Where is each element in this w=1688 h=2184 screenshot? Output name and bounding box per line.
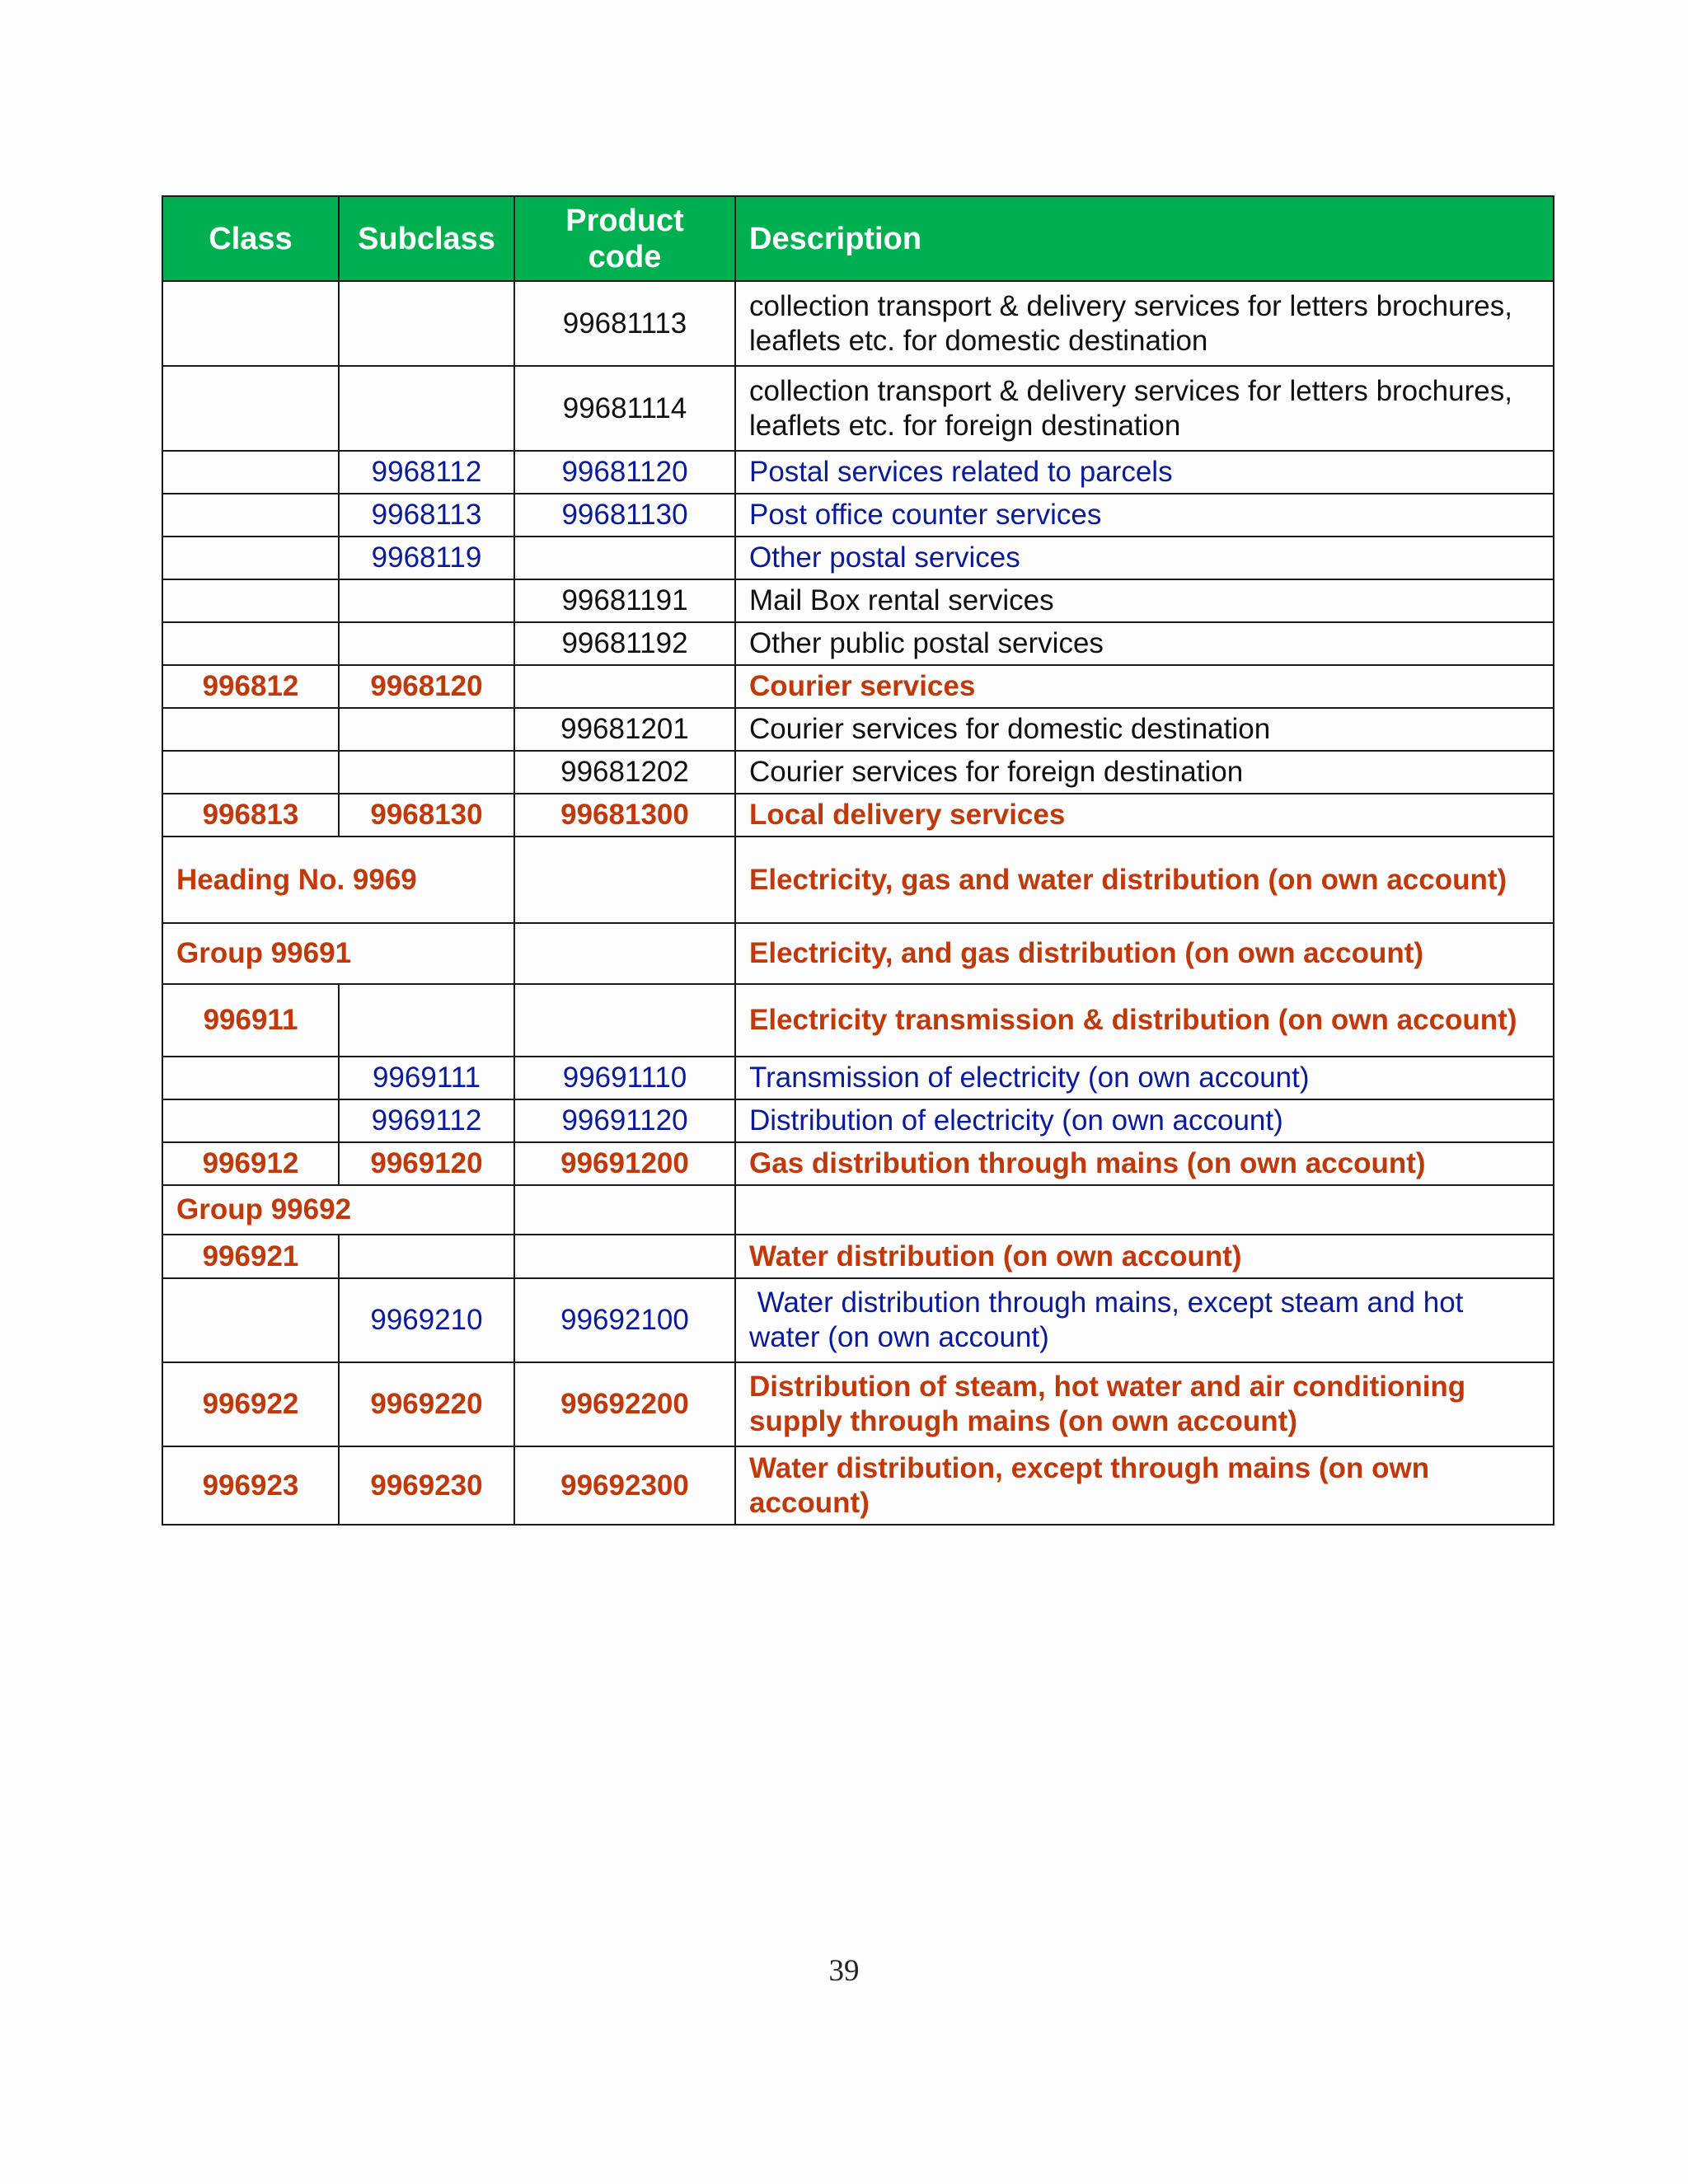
cell-description: Water distribution, except through mains (on own account) bbox=[735, 1446, 1554, 1525]
cell-description: Electricity, and gas distribution (on own account) bbox=[735, 923, 1554, 984]
cell-description: Water distribution through mains, except steam and hot water (on own account) bbox=[735, 1278, 1554, 1362]
cell-class bbox=[162, 451, 339, 494]
cell-description: Courier services bbox=[735, 665, 1554, 708]
cell-product-code: 99691110 bbox=[514, 1057, 735, 1099]
cell-product-code: 99681191 bbox=[514, 579, 735, 622]
cell-description: Courier services for domestic destination bbox=[735, 708, 1554, 751]
cell-subclass bbox=[339, 984, 514, 1057]
cell-description: Distribution of steam, hot water and air conditioning supply through mains (on own account) bbox=[735, 1362, 1554, 1446]
table-row bbox=[162, 794, 1554, 837]
cell-class bbox=[162, 1099, 339, 1142]
cell-subclass: 9968120 bbox=[339, 665, 514, 708]
cell-class bbox=[162, 751, 339, 794]
cell-class bbox=[162, 1278, 339, 1362]
cell-description: collection transport & delivery services for letters brochures, leaflets etc. for domestic destination bbox=[735, 281, 1554, 366]
cell-product-code: 99681120 bbox=[514, 451, 735, 494]
table-row bbox=[162, 1099, 1554, 1142]
cell-class: 996812 bbox=[162, 665, 339, 708]
cell-description: Post office counter services bbox=[735, 494, 1554, 537]
cell-product-code: 99681192 bbox=[514, 622, 735, 665]
table-row bbox=[162, 1142, 1554, 1185]
cell-subclass bbox=[339, 751, 514, 794]
cell-description: Transmission of electricity (on own account) bbox=[735, 1057, 1554, 1099]
cell-product-code bbox=[514, 837, 735, 923]
cell-description: Water distribution (on own account) bbox=[735, 1235, 1554, 1278]
cell-product-code: 99691120 bbox=[514, 1099, 735, 1142]
cell-class bbox=[162, 622, 339, 665]
cell-product-code: 99692100 bbox=[514, 1278, 735, 1362]
table-row bbox=[162, 923, 1554, 984]
cell-product-code: 99692300 bbox=[514, 1446, 735, 1525]
cell-description: Other postal services bbox=[735, 537, 1554, 579]
cell-subclass bbox=[339, 579, 514, 622]
table-row bbox=[162, 366, 1554, 451]
cell-description: Courier services for foreign destination bbox=[735, 751, 1554, 794]
cell-subclass: 9969111 bbox=[339, 1057, 514, 1099]
cell-subclass bbox=[339, 708, 514, 751]
cell-description: Local delivery services bbox=[735, 794, 1554, 837]
table-row bbox=[162, 537, 1554, 579]
table-row bbox=[162, 751, 1554, 794]
cell-product-code: 99692200 bbox=[514, 1362, 735, 1446]
cell-product-code bbox=[514, 984, 735, 1057]
cell-subclass bbox=[339, 366, 514, 451]
cell-subclass: 9969220 bbox=[339, 1362, 514, 1446]
cell-class bbox=[162, 708, 339, 751]
cell-product-code: 99681300 bbox=[514, 794, 735, 837]
table-row bbox=[162, 579, 1554, 622]
cell-description: collection transport & delivery services for letters brochures, leaflets etc. for foreign destination bbox=[735, 366, 1554, 451]
cell-product-code: 99691200 bbox=[514, 1142, 735, 1185]
table-row bbox=[162, 494, 1554, 537]
cell-class: 996912 bbox=[162, 1142, 339, 1185]
cell-product-code: 99681114 bbox=[514, 366, 735, 451]
cell-subclass: 9968113 bbox=[339, 494, 514, 537]
cell-product-code: 99681201 bbox=[514, 708, 735, 751]
cell-heading: Group 99692 bbox=[162, 1185, 514, 1235]
cell-description: Electricity, gas and water distribution (on own account) bbox=[735, 837, 1554, 923]
cell-subclass: 9969210 bbox=[339, 1278, 514, 1362]
cell-class bbox=[162, 281, 339, 366]
cell-subclass bbox=[339, 1235, 514, 1278]
cell-subclass: 9968112 bbox=[339, 451, 514, 494]
cell-product-code bbox=[514, 537, 735, 579]
cell-description: Postal services related to parcels bbox=[735, 451, 1554, 494]
cell-class bbox=[162, 1057, 339, 1099]
cell-class: 996813 bbox=[162, 794, 339, 837]
cell-description: Gas distribution through mains (on own account) bbox=[735, 1142, 1554, 1185]
cell-subclass bbox=[339, 281, 514, 366]
cell-product-code: 99681130 bbox=[514, 494, 735, 537]
table-row bbox=[162, 665, 1554, 708]
table-row bbox=[162, 837, 1554, 923]
cell-description: Mail Box rental services bbox=[735, 579, 1554, 622]
table-row bbox=[162, 1362, 1554, 1446]
cell-product-code: 99681113 bbox=[514, 281, 735, 366]
table-row bbox=[162, 1278, 1554, 1362]
table-row bbox=[162, 984, 1554, 1057]
table-header-row bbox=[162, 196, 1554, 281]
cell-description: Distribution of electricity (on own account) bbox=[735, 1099, 1554, 1142]
page-number: 39 bbox=[828, 1954, 860, 1988]
header-product-code: Product code bbox=[514, 196, 735, 281]
cell-product-code: 99681202 bbox=[514, 751, 735, 794]
table-row bbox=[162, 451, 1554, 494]
cell-class: 996922 bbox=[162, 1362, 339, 1446]
cell-subclass: 9969230 bbox=[339, 1446, 514, 1525]
table-row bbox=[162, 622, 1554, 665]
cell-product-code bbox=[514, 665, 735, 708]
cell-description bbox=[735, 1185, 1554, 1235]
cell-class: 996911 bbox=[162, 984, 339, 1057]
cell-class bbox=[162, 537, 339, 579]
table-row bbox=[162, 281, 1554, 366]
header-subclass: Subclass bbox=[339, 196, 514, 281]
header-class: Class bbox=[162, 196, 339, 281]
cell-subclass: 9969120 bbox=[339, 1142, 514, 1185]
cell-class bbox=[162, 494, 339, 537]
cell-class: 996923 bbox=[162, 1446, 339, 1525]
cell-subclass bbox=[339, 622, 514, 665]
cell-class bbox=[162, 366, 339, 451]
cell-description: Electricity transmission & distribution (on own account) bbox=[735, 984, 1554, 1057]
cell-class bbox=[162, 579, 339, 622]
cell-description: Other public postal services bbox=[735, 622, 1554, 665]
cell-subclass: 9968119 bbox=[339, 537, 514, 579]
table-row bbox=[162, 708, 1554, 751]
cell-product-code bbox=[514, 1235, 735, 1278]
cell-subclass: 9968130 bbox=[339, 794, 514, 837]
cell-product-code bbox=[514, 923, 735, 984]
cell-class: 996921 bbox=[162, 1235, 339, 1278]
table-row bbox=[162, 1235, 1554, 1278]
table-row bbox=[162, 1185, 1554, 1235]
service-codes-table bbox=[162, 195, 1554, 1526]
table-row bbox=[162, 1057, 1554, 1099]
table-row bbox=[162, 1446, 1554, 1525]
cell-subclass: 9969112 bbox=[339, 1099, 514, 1142]
cell-product-code bbox=[514, 1185, 735, 1235]
cell-heading: Heading No. 9969 bbox=[162, 837, 514, 923]
cell-heading: Group 99691 bbox=[162, 923, 514, 984]
header-description: Description bbox=[735, 196, 1554, 281]
